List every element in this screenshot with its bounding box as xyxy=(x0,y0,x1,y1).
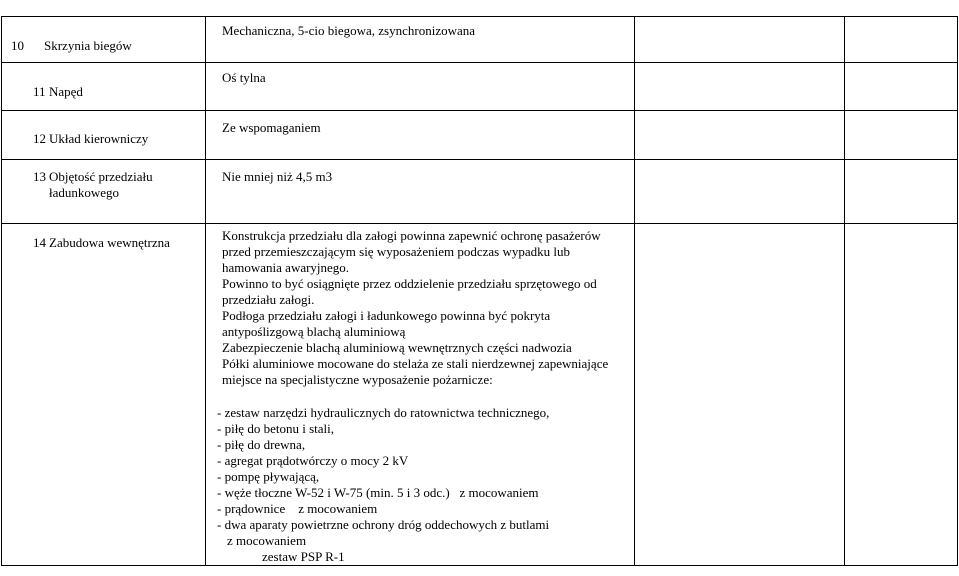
empty-cell xyxy=(635,111,845,160)
empty-cell xyxy=(635,17,845,63)
table-row xyxy=(2,224,958,566)
paragraph: Konstrukcja przedziału dla załogi powinna zapewnić ochronę pasażerów przed przemieszczającym się wyposażeniem podczas wypadku lub hamowania awaryjnego. xyxy=(222,228,604,275)
table-row xyxy=(2,160,958,224)
row-value-cell xyxy=(206,17,635,63)
paragraph: Zabezpieczenie blachą aluminiową wewnętrznych części nadwozia xyxy=(222,340,572,355)
paragraph: Półki aluminiowe mocowane do stelaża ze stali nierdzewnej zapewniające miejsce na specjalistyczne wyposażenie pożarnicze: xyxy=(222,356,612,387)
empty-cell xyxy=(845,224,958,566)
row-value: Ze wspomaganiem xyxy=(222,120,321,135)
row-number: 12 xyxy=(33,131,46,146)
empty-cell xyxy=(845,63,958,111)
equipment-list xyxy=(217,405,626,565)
empty-cell xyxy=(635,63,845,111)
list-item: - agregat prądotwórczy o mocy 2 kV xyxy=(217,453,409,468)
table-row xyxy=(2,111,958,160)
row-value-cell xyxy=(206,160,635,224)
row-label-cell xyxy=(2,111,206,160)
list-item: zestaw PSP R-1 xyxy=(262,549,345,564)
row-label: Objętość przedziału ładunkowego xyxy=(49,169,153,200)
list-item: - prądownice z mocowaniem xyxy=(217,501,378,516)
list-item: - węże tłoczne W-52 i W-75 (min. 5 i 3 odc.) z mocowaniem xyxy=(217,485,539,500)
empty-cell xyxy=(635,160,845,224)
row-label-cell xyxy=(2,63,206,111)
paragraph: Podłoga przedziału załogi i ładunkowego powinna być pokryta antypoślizgową blachą aluminiową xyxy=(222,308,554,339)
empty-cell xyxy=(845,111,958,160)
row-value: Mechaniczna, 5-cio biegowa, zsynchronizowana xyxy=(222,23,476,38)
paragraph: Powinno to być osiągnięte przez oddzielenie przedziału sprzętowego od przedziału załogi. xyxy=(222,276,600,307)
row-label-cell xyxy=(2,224,206,566)
list-item: - piłę do drewna, xyxy=(217,437,306,452)
row-value-cell xyxy=(206,224,635,566)
empty-cell xyxy=(845,160,958,224)
row-number: 10 xyxy=(11,38,24,53)
list-item: - dwa aparaty powietrzne ochrony dróg oddechowych z butlami xyxy=(217,517,550,532)
row-number: 13 xyxy=(33,169,46,184)
row-value-cell xyxy=(206,63,635,111)
row-label-cell xyxy=(2,17,206,63)
list-item: z mocowaniem xyxy=(227,533,307,548)
row-label: Zabudowa wewnętrzna xyxy=(49,235,170,250)
zabudowa-description xyxy=(206,224,634,565)
row-value-cell xyxy=(206,111,635,160)
row-label-cell xyxy=(2,160,206,224)
table-row xyxy=(2,17,958,63)
row-value: Oś tylna xyxy=(222,70,266,85)
specification-table xyxy=(1,16,958,566)
row-label: Napęd xyxy=(49,84,83,99)
row-number: 11 xyxy=(33,84,46,99)
row-number: 14 xyxy=(33,235,46,250)
row-label: Układ kierowniczy xyxy=(49,131,149,146)
list-item: - pompę pływającą, xyxy=(217,469,320,484)
list-item: - piłę do betonu i stali, xyxy=(217,421,334,436)
empty-cell xyxy=(635,224,845,566)
list-item: - zestaw narzędzi hydraulicznych do ratownictwa technicznego, xyxy=(217,405,550,420)
row-value: Nie mniej niż 4,5 m3 xyxy=(222,169,333,184)
table-row xyxy=(2,63,958,111)
empty-cell xyxy=(845,17,958,63)
row-label: Skrzynia biegów xyxy=(44,38,132,53)
